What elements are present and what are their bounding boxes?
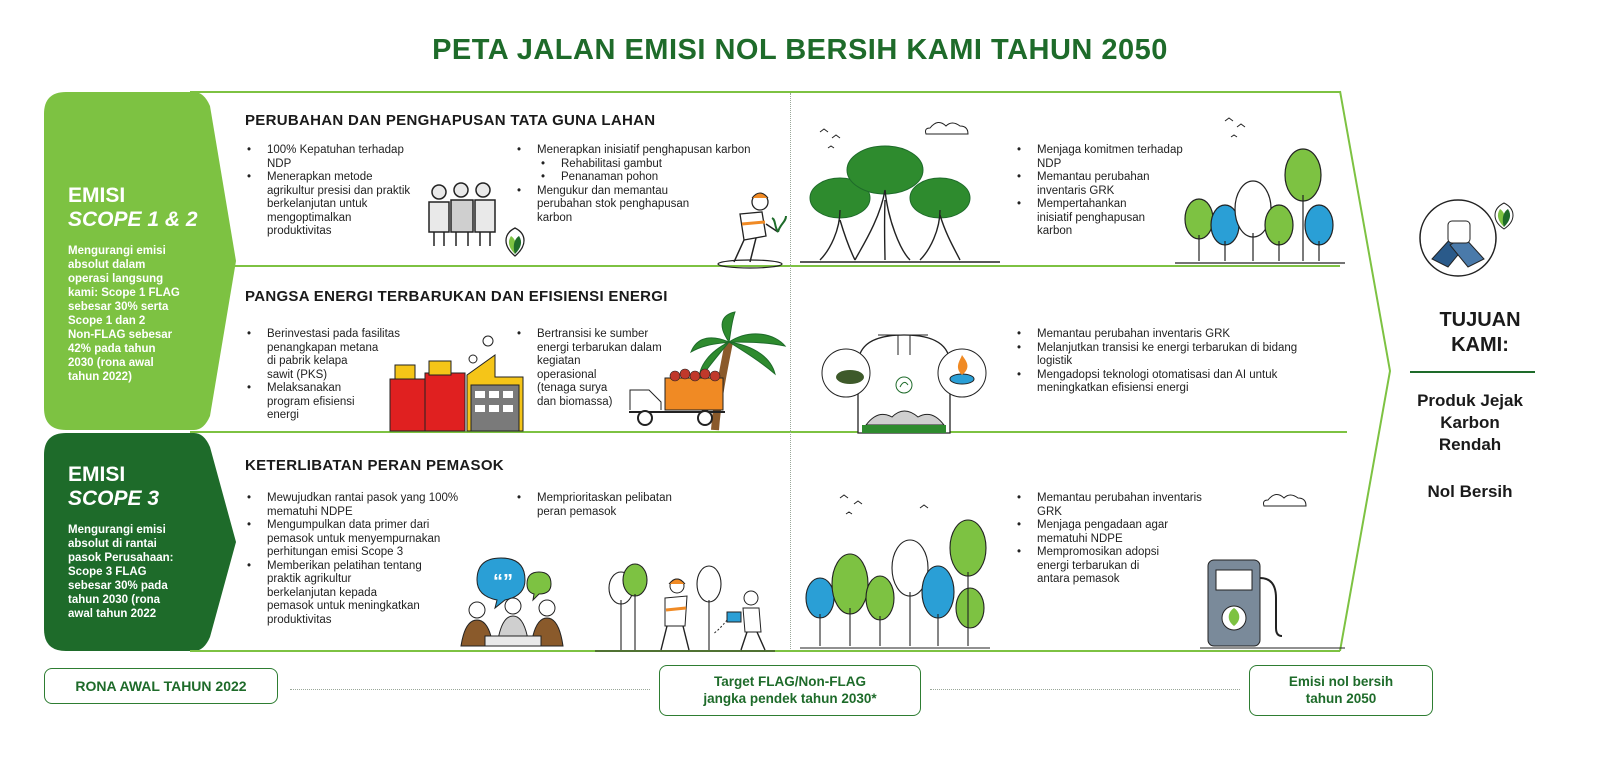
divider-top [190,91,1340,93]
farmers-illustration [425,180,545,260]
section-land-col1: • 100% Kepatuhan terhadap NDP • Menerapkan metode agrikultur presisi dan praktik berkelanjutan untuk mengoptimalkan produktivitas [245,144,445,239]
scope-1-2-description: Mengurangi emisi absolut dalam operasi langsung kami: Scope 1 FLAG sebesar 30% serta Scope 1 dan 2 Non-FLAG sebesar 42% pada tahun 2030 (rona awal tahun 2022) [68,245,180,383]
young-forest-illustration [1175,115,1345,265]
goal-heading: TUJUAN KAMI: [1439,309,1521,356]
goal-text-netzero: Nol Bersih [1427,482,1513,501]
tree-planting-illustration [595,560,775,652]
scope-1-2-block [44,92,234,430]
handshake-icon [1418,193,1524,283]
section-supplier-title: KETERLIBATAN PERAN PEMASOK [245,457,504,474]
mature-forest-illustration [800,488,990,650]
mangrove-trees-illustration [800,120,1000,270]
section-land-col2: • Menerapkan inisiatif penghapusan karbon • Rehabilitasi gambut • Penanaman pohon • Mengukur dan memantau perubahan stok penghapusan karbon [515,144,785,225]
section-supplier-col2: • Memprioritaskan pelibatan peran pemasok [515,492,715,519]
section-energy-col2: • Bertransisi ke sumber energi terbarukan dalam kegiatan operasional (tenaga surya dan biomassa) [515,328,685,409]
scope-3-block [44,433,234,651]
page-title: PETA JALAN EMISI NOL BERSIH KAMI TAHUN 2050 [432,34,1168,66]
scope-3-label-1: EMISI [68,463,126,486]
timeline-connector-2 [930,689,1240,690]
goal-text-product: Produk Jejak Karbon Rendah [1417,391,1523,454]
biogas-digester-illustration [818,325,988,435]
section-energy-col3: • Memantau perubahan inventaris GRK • Melanjutkan transisi ke energi terbarukan di bidang logistik • Mengadopsi teknologi otomatisasi dan AI untuk meningkatkan efisiensi energi [1015,328,1335,396]
svg-text:”: ” [503,571,513,593]
goal-underline [1410,371,1535,373]
fuel-pump-illustration [1200,488,1345,650]
svg-text:“: “ [493,571,503,593]
scope-1-2-label-1: EMISI [68,184,126,207]
truck-palm-illustration [625,322,800,432]
methane-capture-illustration [385,335,525,433]
section-energy-title: PANGSA ENERGI TERBARUKAN DAN EFISIENSI ENERGI [245,288,668,305]
planting-worker-illustration [710,188,790,268]
supplier-meeting-illustration [455,550,575,650]
timeline-mid: Target FLAG/Non-FLAG jangka pendek tahun 2030* [659,665,921,716]
section-land-title: PERUBAHAN DAN PENGHAPUSAN TATA GUNA LAHAN [245,112,656,129]
section-supplier-col1: • Mewujudkan rantai pasok yang 100% mematuhi NDPE • Mengumpulkan data primer dari pemasok untuk menyempurnakan perhitungan emisi Scope 3 • Memberikan pelatihan tentang praktik agrikultur berkelanjutan kepada pemasok untuk meningkatkan produktivitas [245,492,495,627]
section-supplier-col3: • Memantau perubahan inventaris GRK • Menjaga pengadaan agar mematuhi NDPE • Mempromosikan adopsi energi terbarukan di antara pemasok [1015,492,1205,587]
scope-3-label-2: SCOPE 3 [68,487,160,510]
section-energy-col1: • Berinvestasi pada fasilitas penangkapan metana di pabrik kelapa sawit (PKS) • Melaksanakan program efisiensi energi [245,328,425,423]
scope-3-description: Mengurangi emisi absolut di rantai pasok Perusahaan: Scope 3 FLAG sebesar 30% pada tahun 2030 (rona awal tahun 2022 [68,524,174,620]
timeline-connector-1 [290,689,650,690]
scope-1-2-label-2: SCOPE 1 & 2 [68,208,198,231]
timeline-end: Emisi nol bersih tahun 2050 [1249,665,1433,716]
timeline-start: RONA AWAL TAHUN 2022 [44,668,278,704]
section-land-col3: • Menjaga komitmen terhadap NDP • Memantau perubahan inventaris GRK • Mempertahankan inisiatif penghapusan karbon [1015,144,1205,239]
goal-chevron [1338,91,1398,652]
